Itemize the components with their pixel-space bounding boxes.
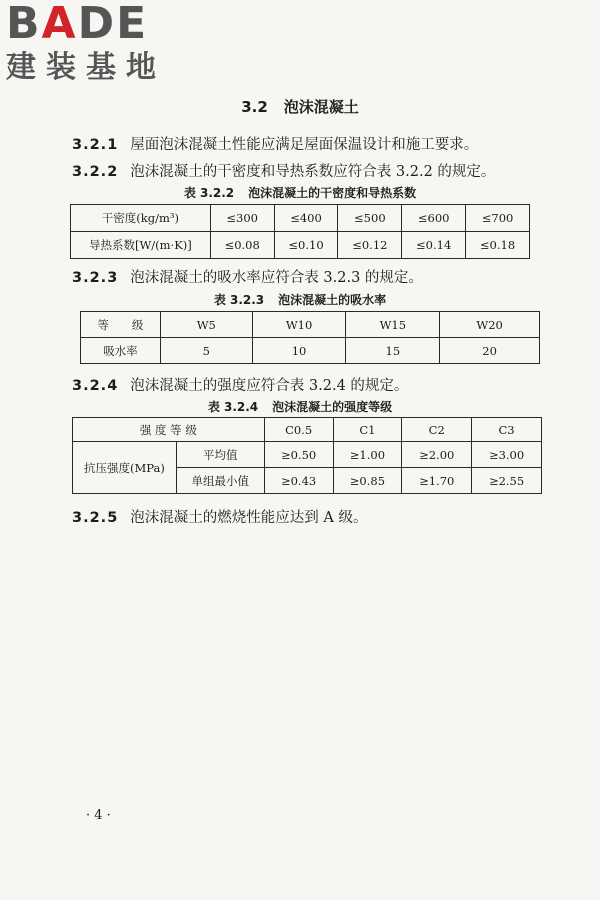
table-cell: ≥0.50: [264, 442, 333, 468]
table-cell: ≤700: [466, 205, 530, 232]
row-label: 导热系数[W/(m·K)]: [71, 232, 211, 259]
row-label: 平均值: [176, 442, 264, 468]
table-cell: ≤500: [338, 205, 402, 232]
section-heading: [0, 96, 600, 117]
clause-3-2-3: 3.2.3 泡沫混凝土的吸水率应符合表 3.2.3 的规定。: [72, 270, 423, 286]
table-cell: ≥0.85: [333, 468, 402, 494]
section-title: 泡沫混凝土: [283, 98, 359, 116]
page-number: · 4 ·: [86, 808, 111, 823]
table-cell: ≥1.70: [402, 468, 472, 494]
table-3-2-4-caption: 表 3.2.4 泡沫混凝土的强度等级: [207, 400, 393, 414]
clause-3-2-1: 3.2.1 屋面泡沫混凝土性能应满足屋面保温设计和施工要求。: [72, 137, 479, 153]
table-cell: ≤0.18: [466, 232, 530, 259]
table-cell: ≥2.00: [402, 442, 472, 468]
table-cell: ≤400: [274, 205, 338, 232]
table-cell: 10: [252, 338, 346, 364]
table-cell: 20: [440, 338, 540, 364]
table-3-2-2: [70, 204, 530, 259]
column-header: W20: [440, 312, 540, 338]
section-number: 3.2: [241, 98, 268, 116]
group-label: 抗压强度(MPa): [73, 442, 177, 494]
clause-3-2-2: 3.2.2 泡沫混凝土的干密度和导热系数应符合表 3.2.2 的规定。: [72, 164, 496, 180]
column-header: 等 级: [81, 312, 161, 338]
column-header: C2: [402, 418, 472, 442]
column-header: C1: [333, 418, 402, 442]
table-header-row: [73, 418, 542, 442]
column-header: 强 度 等 级: [73, 418, 265, 442]
table-row: [73, 442, 542, 468]
table-cell: ≤0.14: [402, 232, 466, 259]
table-cell: ≥2.55: [472, 468, 542, 494]
row-label: 干密度(kg/m³): [71, 205, 211, 232]
table-row: [81, 338, 540, 364]
table-cell: ≤600: [402, 205, 466, 232]
table-cell: 5: [160, 338, 252, 364]
table-cell: ≥3.00: [472, 442, 542, 468]
table-row: [71, 232, 530, 259]
row-label: 吸水率: [81, 338, 161, 364]
table-cell: 15: [346, 338, 440, 364]
row-label: 单组最小值: [176, 468, 264, 494]
logo-chinese-name: 建装基地: [6, 50, 166, 85]
logo-wordmark: BADE: [6, 0, 149, 49]
table-3-2-3: [80, 311, 540, 364]
clause-3-2-4: 3.2.4 泡沫混凝土的强度应符合表 3.2.4 的规定。: [72, 378, 409, 394]
table-cell: ≤0.08: [210, 232, 274, 259]
table-cell: ≤0.10: [274, 232, 338, 259]
table-cell: ≥1.00: [333, 442, 402, 468]
table-row: [71, 205, 530, 232]
table-3-2-2-caption: 表 3.2.2 泡沫混凝土的干密度和导热系数: [183, 186, 417, 200]
table-cell: ≥0.43: [264, 468, 333, 494]
table-cell: ≤300: [210, 205, 274, 232]
table-header-row: [81, 312, 540, 338]
column-header: C3: [472, 418, 542, 442]
table-3-2-4: [72, 417, 542, 494]
column-header: W15: [346, 312, 440, 338]
column-header: C0.5: [264, 418, 333, 442]
column-header: W10: [252, 312, 346, 338]
column-header: W5: [160, 312, 252, 338]
brand-logo: [6, 2, 186, 90]
clause-3-2-5: 3.2.5 泡沫混凝土的燃烧性能应达到 A 级。: [72, 510, 368, 526]
table-cell: ≤0.12: [338, 232, 402, 259]
table-3-2-3-caption: 表 3.2.3 泡沫混凝土的吸水率: [213, 293, 387, 307]
